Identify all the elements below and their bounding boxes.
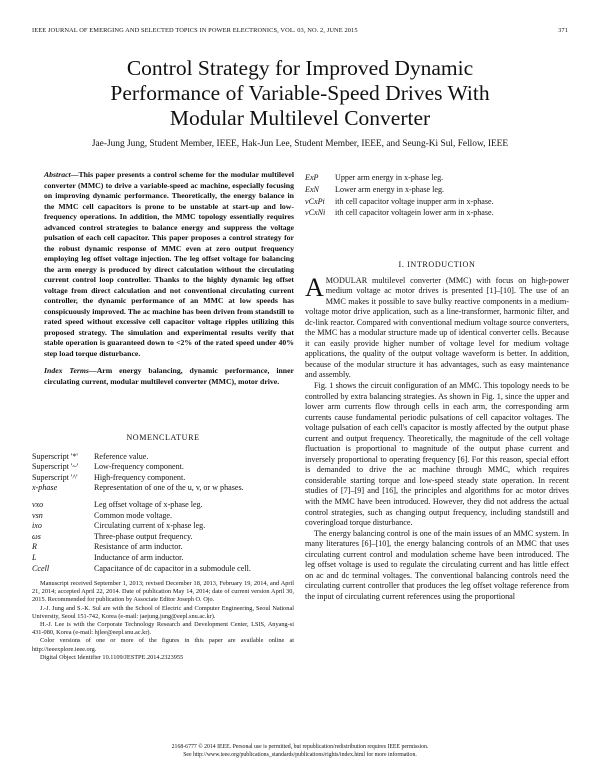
nomenclature-row [32,532,294,543]
nomenclature-symbol: Superscript '^' [32,472,78,482]
authors: Jae-Jung Jung, Student Member, IEEE, Hak-Jun Lee, Student Member, IEEE, and Seung-Ki Sul, Fellow, IEEE [91,139,509,149]
rights-line: See http://www.ieee.org/publications_standards/publications/rights/index.html for more information. [183,751,417,758]
intro-paragraph-2: Fig. 1 shows the circuit configuration of an MMC. This topology needs to be controlled by extra balancing strategies. As shown in Fig. 1, since the upper and lower arm currents flow through cells in each arm, the corresponding arm currents cause fundamental periodic pulsations of cell capacitor voltages. The voltage pulsation of each cell's capacitor is mostly affected by the output phase current and output frequency. Theoretically, the magnitude of the cell voltage fluctuation is proportional to magnitude of the output phase current and inversely proportional to operating frequency [6]. For this reason, special effort is demanded to drive the ac machine through MMC, which requires considerable starting torque and low-speed steady state operation. In recent studies of [7]–[9] and [16], the principles and algorithms for ac motor drives with the MMC have been introduced. However, they did not address the actual control strategies, such as changing output frequency, including standstill and coveringload torque disturbance. [305,381,569,528]
symbol-definition: Upper arm energy in x-phase leg. [335,173,444,182]
index-terms-label: Index Terms— [44,366,97,375]
nomenclature-definition: Common mode voltage. [94,510,173,520]
symbol-row [305,207,569,219]
nomenclature-row [32,542,294,553]
left-column [32,170,294,387]
symbol: vCxNi [305,208,326,218]
nomenclature-row [32,462,294,473]
nomenclature-symbol: Superscript '*' [32,451,78,461]
nomenclature-symbol: vsn [32,510,43,520]
nomenclature-definition: Leg offset voltage of x-phase leg. [94,499,203,509]
nomenclature-definition: Resistance of arm inductor. [94,542,183,552]
nomenclature [32,433,294,574]
symbol-definition: ith cell capacitor voltagein lower arm in x-phase. [335,208,494,218]
footnote-doi: Digital Object Identifier 10.1109/JESTPE.2014.2323955 [40,653,184,661]
symbol: ExP [305,173,319,182]
introduction [305,260,569,603]
intro-paragraph-3: The energy balancing control is one of the main issues of an MMC system. In many literatures [6]–[10], the energy balancing controls of an MMC that uses circulating current control and modulation scheme have been introduced. The leg offset voltage is used to regulate the circulating current and has little effect on ac and dc terminal voltages. The conventional balancing controls need the circulating current controller that produces the leg offset voltage reference from the input of circulating current references using the proportional [305,528,569,601]
nomenclature-definition: Capacitance of dc capacitor in a submodule cell. [94,563,251,573]
nomenclature-row [32,553,294,564]
nomenclature-symbol: R [32,542,37,552]
running-header [32,27,568,39]
nomenclature-symbol: ixo [32,521,42,531]
nomenclature-symbol: ωs [32,531,41,541]
abstract [32,170,294,387]
nomenclature-definition: Low-frequency component. [94,462,184,472]
nomenclature-list [32,452,294,575]
page-number: 371 [558,27,568,34]
nomenclature-symbol: L [32,552,37,562]
copyright-footer [32,744,568,759]
footnote-authors-1: J.-J. Jung and S.-K. Sul are with the School of Electric and Computer Engineering, Seoul National University, Seoul 151-742, Korea (e-mail: jaejung.jung@eepl.snu.ac.kr). [32,604,294,620]
nomenclature-definition: Three-phase output frequency. [94,531,193,541]
intro-paragraph-1: MODULAR multilevel converter (MMC) with focus on high-power medium voltage ac motor drives is presented [1]–[10]. The use of an MMC makes it possible to save bulky reactive components in a medium-voltage motor drive application, such as a line-transformer, harmonic filter, and dc-link reactor. Compared with conventional medium voltage source converters, the MMC has a modular structure made up of identical converter cells. Because it can easily provide higher number of voltage level for medium voltage applications, the quality of the output voltage waveform is better. In addition, because of the modular structure it has advantages, such as easy maintenance and assembly. [305,275,569,380]
copyright-line: 2168-6777 © 2014 IEEE. Personal use is permitted, but republication/redistribution requires IEEE permission. [171,744,429,750]
journal-name: IEEE JOURNAL OF EMERGING AND SELECTED TOPICS IN POWER ELECTRONICS, VOL. 03, NO. 2, JUNE 2015 [32,27,358,34]
footnote-color: Color versions of one or more of the figures in this paper are available online at http://ieeexplore.ieee.org. [32,637,294,653]
nomenclature-row [32,500,294,511]
nomenclature-definition: High-frequency component. [94,472,186,482]
index-terms-text: Arm energy balancing, dynamic performance, inner circulating current, modular multilevel converter (MMC), motor drive. [44,366,294,386]
abstract-label: Abstract— [44,170,79,179]
introduction-heading: I. INTRODUCTION [398,260,476,269]
footnote-authors-2: H.-J. Lee is with the Corporate Technology Research and Development Center, LSIS, Anyang-si 431-080, Korea (e-mail: hjlee@eepl.snu.ac.kr). [32,621,294,637]
nomenclature-symbol: x-phase [32,483,58,493]
symbol: vCxPi [305,196,325,206]
nomenclature-definition: Inductance of arm inductor. [94,552,184,562]
abstract-text: This paper presents a control scheme for the modular multilevel converter (MMC) to drive a variable-speed ac machine, especially focusing on improving dynamic performance. Theoretically, the energy balance in the MMC cell capacitors is prone to be unstable at start-up and low-frequency operations. In addition, the MMC topology essentially requires advanced control strategies to balance energy and suppress the voltage pulsation of each cell capacitor. This paper proposes a control strategy for the robust dynamic response of MMC even at zero output frequency employing leg offset voltage injection. The leg offset voltage for balancing the arm energy is produced by direct calculation without the circulating current control loop controller. Thanks to the highly dynamic leg offset voltage from direct calculation and not conventional circulating current controller, the dynamic performance of an MMC at low speeds has conspicuously improved. The ac machine has been driven from standstill to rated speed without excessive cell capacitor voltage ripples utilizing this proposed strategy. The simulation and experimental results verify that stable operation is guaranteed down to <2% of the rated speed under 40% step load torque disturbance. [44,170,294,358]
title-line-2: Performance of Variable-Speed Drives With [110,81,490,105]
nomenclature-row [32,511,294,522]
symbol-row [305,184,569,196]
nomenclature-definition: Representation of one of the u, v, or w phases. [94,483,244,493]
nomenclature-row [32,452,294,463]
nomenclature-row [32,564,294,575]
nomenclature-row [32,483,294,494]
nomenclature-symbol: vxo [32,499,44,509]
nomenclature-symbol: Ccell [32,563,50,573]
symbol: ExN [305,184,319,194]
paper-title [40,56,560,131]
nomenclature-definition: Reference value. [94,451,149,461]
footnotes [32,580,294,662]
nomenclature-row [32,473,294,484]
symbol-row [305,172,569,184]
nomenclature-heading: NOMENCLATURE [126,433,200,442]
nomenclature-definition: Circulating current of x-phase leg. [94,521,206,531]
title-line-1: Control Strategy for Improved Dynamic [126,56,474,80]
nomenclature-row [32,521,294,532]
symbol-definition: ith cell capacitor voltage inupper arm in x-phase. [335,196,494,206]
title-line-3: Modular Multilevel Converter [169,106,431,130]
dropcap-letter: A [305,272,324,302]
nomenclature-symbol: Superscript '~' [32,462,79,472]
footnote-manuscript: Manuscript received September 1, 2013; revised December 18, 2013, February 19, 2014, and April 21, 2014; accepted April 22, 2014. Date of publication May 14, 2014; date of current version April 30, 2015. Recommended for publication by Associate Editor Joseph O. Ojo. [32,580,294,604]
symbol-definition: Lower arm energy in x-phase leg. [335,184,445,194]
symbol-row [305,196,569,208]
right-symbol-list [305,172,569,219]
